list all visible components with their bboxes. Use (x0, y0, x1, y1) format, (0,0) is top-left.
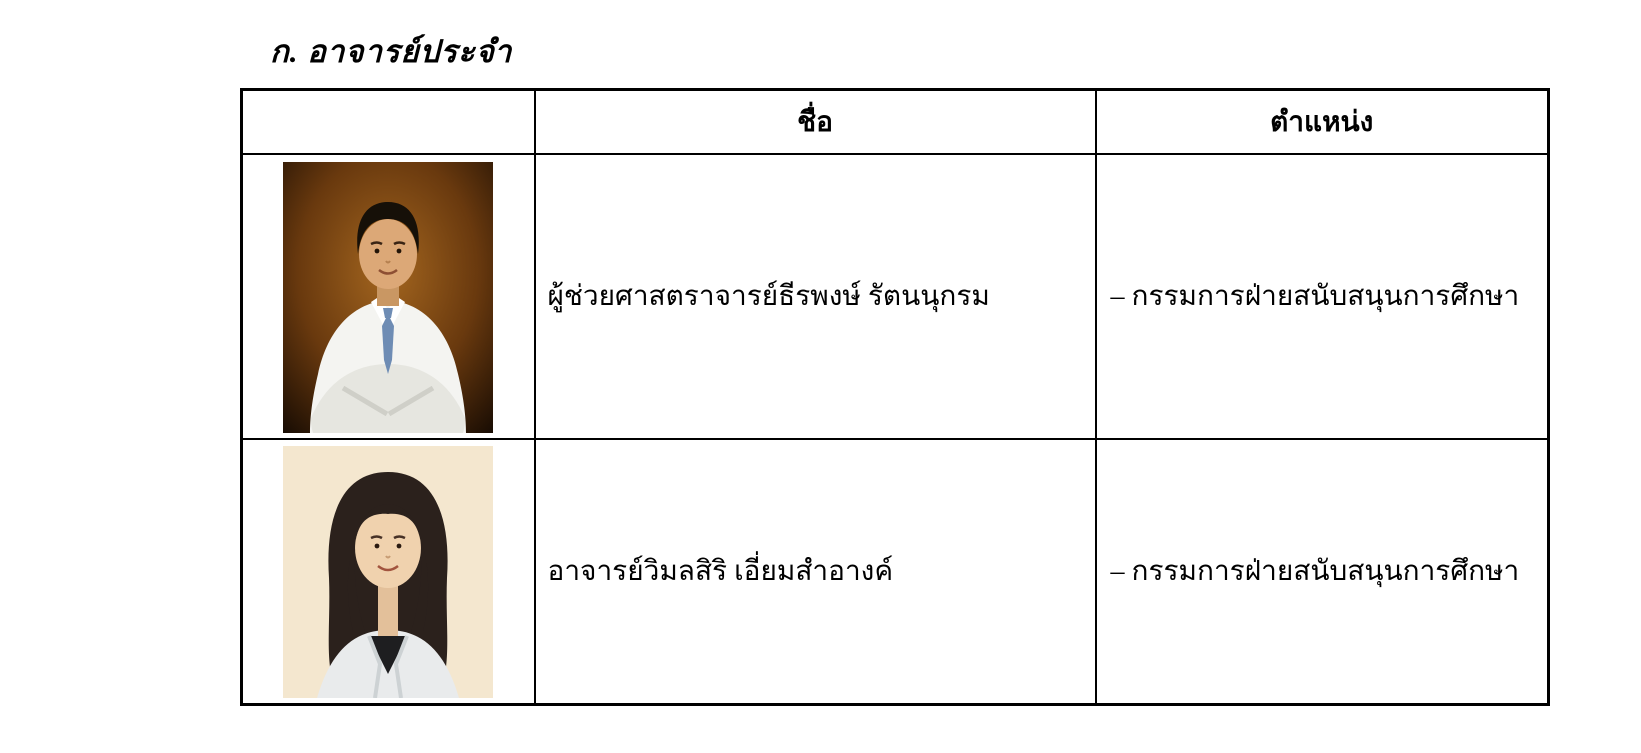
lecturer-position: – กรรมการฝ่ายสนับสนุนการศึกษา (1096, 154, 1549, 439)
female-lecturer-photo (283, 446, 493, 698)
header-photo-cell (242, 90, 535, 154)
lecturer-position: – กรรมการฝ่ายสนับสนุนการศึกษา (1096, 439, 1549, 705)
header-position-cell: ตำแหน่ง (1096, 90, 1549, 154)
left-eye (375, 544, 380, 549)
table-row (242, 154, 1549, 439)
lecturer-name: อาจารย์วิมลสิริ เอี่ยมสำอางค์ (535, 439, 1096, 705)
right-eye (397, 248, 402, 253)
section-heading: ก. อาจารย์ประจำ (270, 34, 513, 69)
male-lecturer-photo (283, 162, 493, 433)
right-eye (397, 544, 402, 549)
lecturer-name: ผู้ช่วยศาสตราจารย์ธีรพงษ์ รัตนนุกรม (535, 154, 1096, 439)
faculty-table (240, 88, 1550, 706)
male-lecturer-photo-cell (242, 154, 535, 439)
face (359, 219, 417, 289)
female-lecturer-photo-cell (242, 439, 535, 705)
table-header-row (242, 90, 1549, 154)
table-row (242, 439, 1549, 705)
left-eye (375, 248, 380, 253)
header-name-cell: ชื่อ (535, 90, 1096, 154)
